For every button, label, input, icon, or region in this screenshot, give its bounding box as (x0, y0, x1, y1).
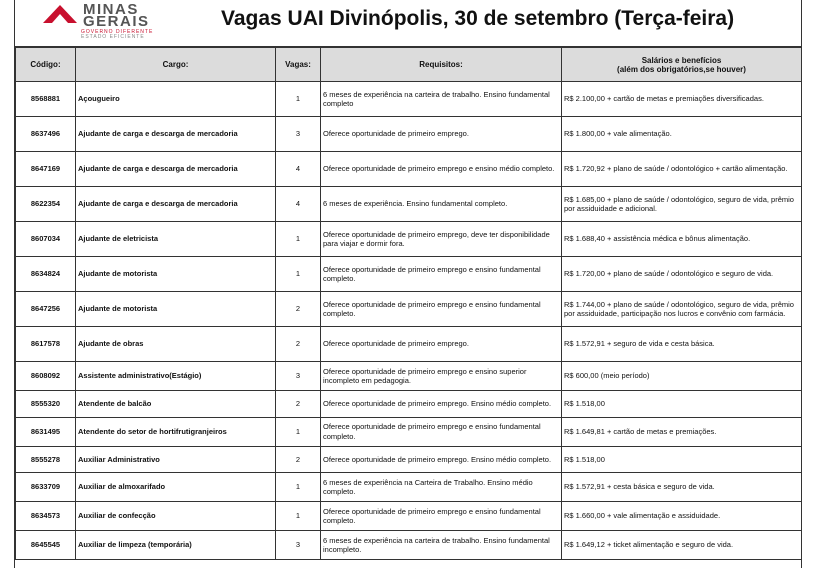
cell-vagas: 3 (276, 117, 321, 152)
cell-vagas: 2 (276, 327, 321, 362)
cell-cargo: Auxiliar de limpeza (temporária) (76, 531, 276, 560)
table-row (16, 417, 802, 446)
table-row (16, 327, 802, 362)
header-salarios-line1: Salários e benefícios (641, 55, 722, 65)
jobs-table (15, 47, 802, 560)
logo-text-minas: MINAS (83, 1, 139, 18)
cell-vagas: 1 (276, 502, 321, 531)
cell-codigo: 8634573 (16, 502, 76, 531)
cell-cargo: Ajudante de carga e descarga de mercadoria (76, 152, 276, 187)
cell-cargo: Ajudante de motorista (76, 292, 276, 327)
cell-requisitos: Oferece oportunidade de primeiro emprego. (321, 327, 562, 362)
cell-vagas: 4 (276, 152, 321, 187)
cell-cargo: Ajudante de eletricista (76, 222, 276, 257)
spreadsheet-page (14, 0, 802, 568)
cell-codigo: 8637496 (16, 117, 76, 152)
logo-text-gerais: GERAIS (83, 13, 150, 30)
cell-requisitos: Oferece oportunidade de primeiro emprego. Ensino médio completo. (321, 391, 562, 418)
cell-requisitos: Oferece oportunidade de primeiro emprego e ensino fundamental completo. (321, 502, 562, 531)
cell-vagas: 4 (276, 187, 321, 222)
table-row (16, 531, 802, 560)
cell-vagas: 1 (276, 222, 321, 257)
cell-codigo: 8607034 (16, 222, 76, 257)
cell-salario: R$ 1.800,00 + vale alimentação. (562, 117, 802, 152)
logo-tagline-2: ESTADO EFICIENTE (81, 34, 145, 40)
cell-cargo: Açougueiro (76, 82, 276, 117)
cell-salario: R$ 1.572,91 + cesta básica e seguro de vida. (562, 473, 802, 502)
cell-codigo: 8608092 (16, 362, 76, 391)
cell-requisitos: Oferece oportunidade de primeiro emprego. (321, 117, 562, 152)
table-body (16, 82, 802, 560)
table-row (16, 502, 802, 531)
minas-gerais-logo (43, 3, 183, 41)
cell-requisitos: Oferece oportunidade de primeiro emprego e ensino fundamental completo. (321, 292, 562, 327)
header-requisitos: Requisitos: (321, 48, 562, 82)
table-header-row (16, 48, 802, 82)
cell-codigo: 8622354 (16, 187, 76, 222)
cell-codigo: 8634824 (16, 257, 76, 292)
cell-salario: R$ 1.572,91 + seguro de vida e cesta básica. (562, 327, 802, 362)
table-row (16, 292, 802, 327)
cell-salario: R$ 1.744,00 + plano de saúde / odontológico, seguro de vida, prêmio por assiduidade, participação nos lucros e convênio com farmácia. (562, 292, 802, 327)
cell-requisitos: 6 meses de experiência na Carteira de Trabalho. Ensino médio completo. (321, 473, 562, 502)
header-cargo: Cargo: (76, 48, 276, 82)
cell-requisitos: Oferece oportunidade de primeiro emprego, deve ter disponibilidade para viajar e dormir fora. (321, 222, 562, 257)
cell-vagas: 1 (276, 82, 321, 117)
cell-codigo: 8633709 (16, 473, 76, 502)
cell-codigo: 8617578 (16, 327, 76, 362)
table-row (16, 187, 802, 222)
cell-requisitos: Oferece oportunidade de primeiro emprego e ensino superior incompleto em pedagogia. (321, 362, 562, 391)
cell-salario: R$ 1.660,00 + vale alimentação e assiduidade. (562, 502, 802, 531)
cell-salario: R$ 1.720,92 + plano de saúde / odontológico + cartão alimentação. (562, 152, 802, 187)
cell-requisitos: 6 meses de experiência na carteira de trabalho. Ensino fundamental completo (321, 82, 562, 117)
cell-cargo: Atendente de balcão (76, 391, 276, 418)
cell-vagas: 2 (276, 446, 321, 473)
cell-cargo: Ajudante de carga e descarga de mercadoria (76, 117, 276, 152)
cell-cargo: Auxiliar Administrativo (76, 446, 276, 473)
triangle-inner-icon (52, 14, 68, 23)
cell-codigo: 8568881 (16, 82, 76, 117)
table-row (16, 117, 802, 152)
table-row (16, 222, 802, 257)
cell-cargo: Assistente administrativo(Estágio) (76, 362, 276, 391)
cell-salario: R$ 1.518,00 (562, 391, 802, 418)
cell-vagas: 3 (276, 362, 321, 391)
cell-cargo: Ajudante de carga e descarga de mercadoria (76, 187, 276, 222)
table-row (16, 82, 802, 117)
page-title: Vagas UAI Divinópolis, 30 de setembro (Terça-feira) (221, 7, 735, 30)
cell-codigo: 8631495 (16, 417, 76, 446)
cell-salario: R$ 1.649,12 + ticket alimentação e seguro de vida. (562, 531, 802, 560)
cell-cargo: Ajudante de obras (76, 327, 276, 362)
cell-requisitos: Oferece oportunidade de primeiro emprego e ensino fundamental completo. (321, 257, 562, 292)
header-salarios (562, 48, 802, 82)
table-row (16, 362, 802, 391)
table-row (16, 473, 802, 502)
cell-salario: R$ 1.720,00 + plano de saúde / odontológico e seguro de vida. (562, 257, 802, 292)
cell-vagas: 3 (276, 531, 321, 560)
table-row (16, 152, 802, 187)
cell-salario: R$ 1.518,00 (562, 446, 802, 473)
cell-vagas: 1 (276, 473, 321, 502)
header-salarios-line2: (além dos obrigatórios,se houver) (617, 64, 746, 74)
cell-cargo: Auxiliar de confecção (76, 502, 276, 531)
cell-codigo: 8647169 (16, 152, 76, 187)
header-codigo: Código: (16, 48, 76, 82)
cell-requisitos: 6 meses de experiência. Ensino fundamental completo. (321, 187, 562, 222)
cell-vagas: 2 (276, 391, 321, 418)
cell-cargo: Atendente do setor de hortifrutigranjeiros (76, 417, 276, 446)
logo-tagline-1: GOVERNO DIFERENTE (81, 29, 154, 35)
cell-vagas: 2 (276, 292, 321, 327)
header-vagas: Vagas: (276, 48, 321, 82)
cell-vagas: 1 (276, 257, 321, 292)
cell-requisitos: Oferece oportunidade de primeiro emprego e ensino médio completo. (321, 152, 562, 187)
table-row (16, 446, 802, 473)
cell-requisitos: 6 meses de experiência na carteira de trabalho. Ensino fundamental incompleto. (321, 531, 562, 560)
cell-requisitos: Oferece oportunidade de primeiro emprego. Ensino médio completo. (321, 446, 562, 473)
cell-codigo: 8555278 (16, 446, 76, 473)
cell-cargo: Auxiliar de almoxarifado (76, 473, 276, 502)
cell-cargo: Ajudante de motorista (76, 257, 276, 292)
cell-codigo: 8647256 (16, 292, 76, 327)
cell-codigo: 8645545 (16, 531, 76, 560)
cell-requisitos: Oferece oportunidade de primeiro emprego e ensino fundamental completo. (321, 417, 562, 446)
cell-salario: R$ 600,00 (meio período) (562, 362, 802, 391)
table-row (16, 257, 802, 292)
cell-salario: R$ 2.100,00 + cartão de metas e premiações diversificadas. (562, 82, 802, 117)
table-row (16, 391, 802, 418)
cell-salario: R$ 1.649,81 + cartão de metas e premiações. (562, 417, 802, 446)
cell-codigo: 8555320 (16, 391, 76, 418)
cell-salario: R$ 1.685,00 + plano de saúde / odontológico, seguro de vida, prêmio por assiduidade e adicional. (562, 187, 802, 222)
cell-vagas: 1 (276, 417, 321, 446)
cell-salario: R$ 1.688,40 + assistência médica e bônus alimentação. (562, 222, 802, 257)
page-header (15, 0, 801, 47)
